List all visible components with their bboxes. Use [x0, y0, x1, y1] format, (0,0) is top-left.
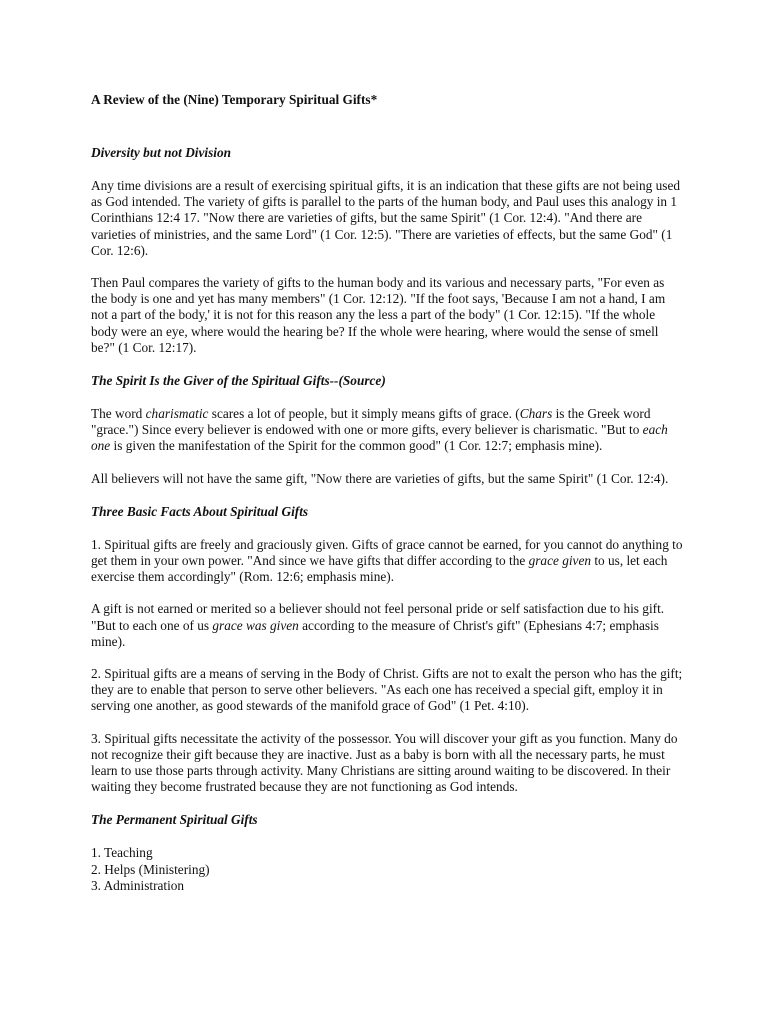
text-run: 1. Spiritual gifts are freely and graciously given. Gifts of grace cannot be earned, for you cannot do anything to get them in your own power. "And since we have gifts that differ according to the: [91, 536, 683, 569]
list-item: 1. Teaching: [91, 845, 153, 861]
text-run: according to the measure of Christ's gift" (Ephesians 4:7; emphasis mine).: [91, 617, 659, 649]
emphasis-text: Chars: [519, 406, 553, 422]
paragraph: [91, 601, 683, 650]
document-page: [91, 92, 683, 894]
text-run: is given the manifestation of the Spirit for the common good" (1 Cor. 12:7; emphasis mine).: [110, 438, 603, 454]
text-run: A gift is not earned or merited so a believer should not feel personal pride or self satisfaction due to his gift. "But to each one of us: [91, 601, 665, 633]
emphasis-text: each one: [91, 422, 668, 454]
section-heading-permanent: The Permanent Spiritual Gifts: [91, 812, 258, 828]
paragraph: [91, 537, 683, 586]
paragraph: All believers will not have the same gift, "Now there are varieties of gifts, but the same Spirit" (1 Cor. 12:4).: [91, 470, 669, 486]
text-run: to us, let each exercise them accordingly" (Rom. 12:6; emphasis mine).: [91, 553, 668, 585]
emphasis-text: grace given: [528, 553, 591, 569]
paragraph: Any time divisions are a result of exercising spiritual gifts, it is an indication that these gifts are not being used as God intended. The variety of gifts is parallel to the parts of the human body, and Paul uses this analogy in 1 Corinthians 12:4 17. "Now there are varieties of gifts, but the same Spirit" (1 Cor. 12:4). "And there are varieties of ministries, and the same Lord" (1 Cor. 12:5). "There are varieties of effects, but the same God" (1 Cor. 12:6).: [91, 178, 680, 258]
paragraph: 2. Spiritual gifts are a means of serving in the Body of Christ. Gifts are not to exalt the person who has the gift; they are to enable that person to serve other believers. "As each one has received a special gift, employ it in serving one another, as good stewards of the manifold grace of God" (1 Pet. 4:10).: [91, 666, 683, 714]
paragraph: [91, 406, 683, 455]
section-heading-giver: The Spirit Is the Giver of the Spiritual Gifts--(Source): [91, 373, 386, 389]
emphasis-text: charismatic: [145, 406, 209, 422]
paragraph: Then Paul compares the variety of gifts to the human body and its various and necessary parts, "For even as the body is one and yet has many members" (1 Cor. 12:12). "If the foot says, 'Because I am not a hand, I am not a part of the body,' it is not for this reason any the less a part of the body" (1 Cor. 12:15). "If the whole body were an eye, where would the hearing be? If the whole were hearing, where would the sense of smell be?" (1 Cor. 12:17).: [91, 275, 666, 355]
list-item: 2. Helps (Ministering): [91, 861, 210, 877]
gift-list: [91, 845, 683, 894]
emphasis-text: grace was given: [212, 617, 299, 633]
section-heading-facts: Three Basic Facts About Spiritual Gifts: [91, 503, 309, 519]
document-title: A Review of the (Nine) Temporary Spiritual Gifts*: [91, 92, 378, 107]
text-run: scares a lot of people, but it simply means gifts of grace. (: [208, 406, 520, 422]
section-heading-diversity: Diversity but not Division: [91, 145, 231, 160]
text-run: The word: [91, 406, 146, 422]
text-run: is the Greek word "grace.") Since every believer is endowed with one or more gifts, every believer is charismatic. "But to: [91, 406, 651, 438]
list-item: 3. Administration: [91, 877, 185, 893]
paragraph: 3. Spiritual gifts necessitate the activity of the possessor. You will discover your gift as you function. Many do not recognize their gift because they are inactive. Just as a baby is born with all the necessary parts, he must learn to use those parts through activity. Many Christians are sitting around waiting to be discovered. In their waiting they become frustrated because they are not functioning as God intends.: [91, 730, 678, 795]
